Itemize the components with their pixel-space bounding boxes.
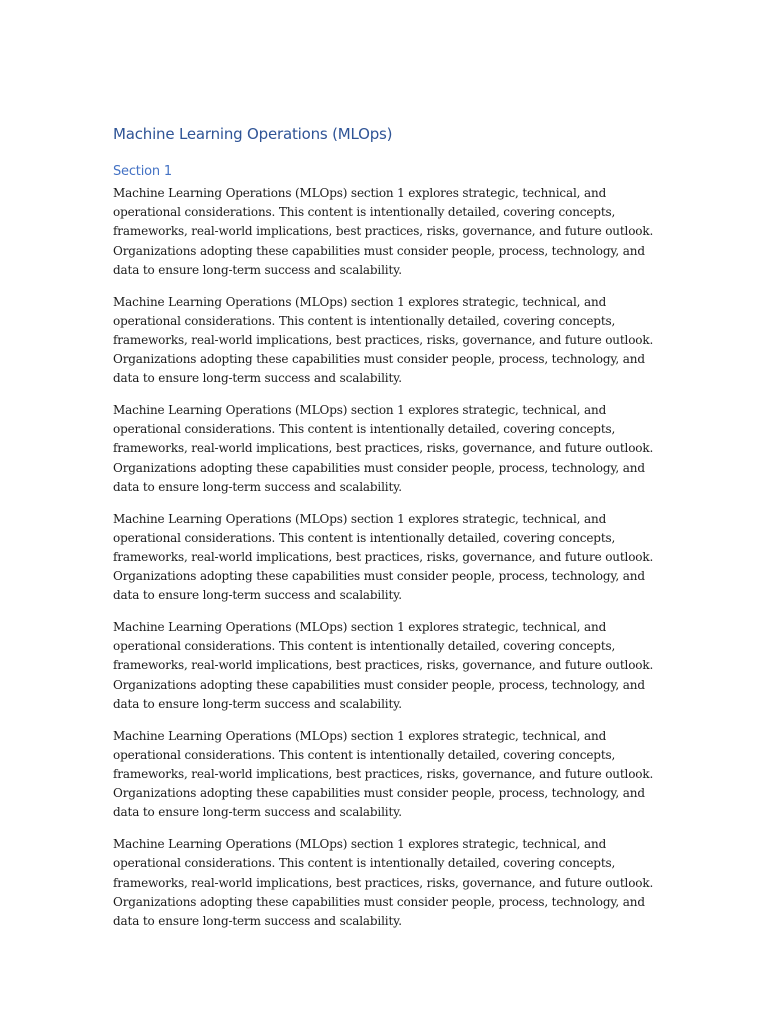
paragraph: Machine Learning Operations (MLOps) section 1 explores strategic, technical, and operational considerations. This content is intentionally detailed, covering concepts, frameworks, real-world implications, best practices, risks, governance, and future outlook. Organizations adopting these capabilities must consider people, process, technology, and data to ensure long-term success and scalability.: [113, 186, 654, 277]
paragraph: Machine Learning Operations (MLOps) section 1 explores strategic, technical, and operational considerations. This content is intentionally detailed, covering concepts, frameworks, real-world implications, best practices, risks, governance, and future outlook. Organizations adopting these capabilities must consider people, process, technology, and data to ensure long-term success and scalability.: [113, 620, 654, 711]
paragraph: Machine Learning Operations (MLOps) section 1 explores strategic, technical, and operational considerations. This content is intentionally detailed, covering concepts, frameworks, real-world implications, best practices, risks, governance, and future outlook. Organizations adopting these capabilities must consider people, process, technology, and data to ensure long-term success and scalability.: [113, 837, 654, 928]
paragraph: Machine Learning Operations (MLOps) section 1 explores strategic, technical, and operational considerations. This content is intentionally detailed, covering concepts, frameworks, real-world implications, best practices, risks, governance, and future outlook. Organizations adopting these capabilities must consider people, process, technology, and data to ensure long-term success and scalability.: [113, 728, 654, 820]
section-body: [113, 184, 658, 931]
paragraph: Machine Learning Operations (MLOps) section 1 explores strategic, technical, and operational considerations. This content is intentionally detailed, covering concepts, frameworks, real-world implications, best practices, risks, governance, and future outlook. Organizations adopting these capabilities must consider people, process, technology, and data to ensure long-term success and scalability.: [113, 403, 654, 494]
paragraph: Machine Learning Operations (MLOps) section 1 explores strategic, technical, and operational considerations. This content is intentionally detailed, covering concepts, frameworks, real-world implications, best practices, risks, governance, and future outlook. Organizations adopting these capabilities must consider people, process, technology, and data to ensure long-term success and scalability.: [113, 294, 654, 386]
paragraph: Machine Learning Operations (MLOps) section 1 explores strategic, technical, and operational considerations. This content is intentionally detailed, covering concepts, frameworks, real-world implications, best practices, risks, governance, and future outlook. Organizations adopting these capabilities must consider people, process, technology, and data to ensure long-term success and scalability.: [113, 511, 654, 603]
document-title: Machine Learning Operations (MLOps): [113, 125, 393, 143]
document-section: [113, 161, 658, 931]
section-heading: Section 1: [113, 164, 172, 179]
document-page: [113, 122, 658, 944]
